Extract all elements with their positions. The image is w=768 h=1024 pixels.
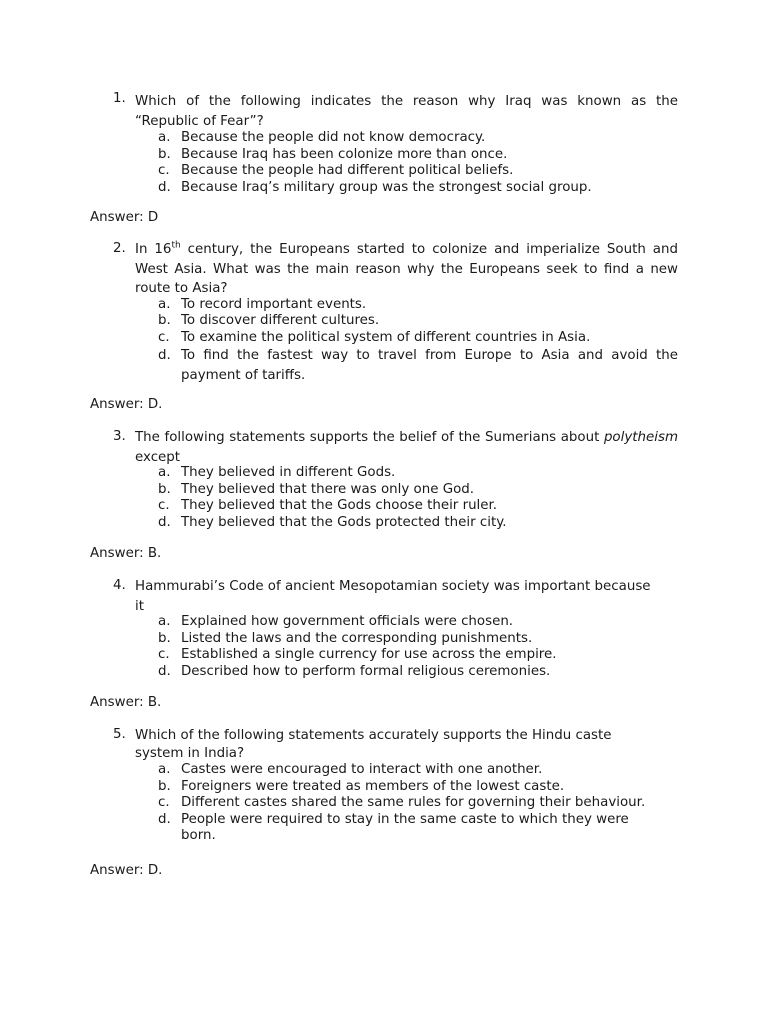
question-text-line: it bbox=[135, 598, 144, 614]
option-letter: a. bbox=[158, 296, 171, 312]
option-text-line: People were required to stay in the same caste to which they were bbox=[181, 811, 629, 827]
option-letter: b. bbox=[158, 313, 171, 329]
option-letter: a. bbox=[158, 762, 171, 777]
question-text bbox=[135, 240, 678, 299]
question-text-start: The following statements supports the belief of the Sumerians about bbox=[135, 430, 604, 445]
option-a bbox=[158, 614, 678, 631]
question-text-rest: except bbox=[135, 449, 181, 465]
answer-1: Answer: D bbox=[90, 210, 159, 225]
option-letter: b. bbox=[158, 481, 171, 497]
question-text-line: Hammurabi’s Code of ancient Mesopotamian society was important because bbox=[135, 579, 651, 594]
option-text: To find the fastest way to travel from Europe to Asia and avoid the payment of tariffs. bbox=[181, 348, 678, 384]
option-text: Different castes shared the same rules for governing their behaviour. bbox=[181, 795, 646, 811]
option-text-line: born. bbox=[181, 828, 216, 844]
option-text: Because Iraq’s military group was the strongest social group. bbox=[181, 179, 592, 195]
question-text bbox=[135, 577, 678, 616]
option-letter: a. bbox=[158, 465, 171, 480]
question-number: 5. bbox=[113, 727, 126, 742]
question-text bbox=[135, 428, 678, 467]
question-text-line: Which of the following statements accurately supports the Hindu caste bbox=[135, 728, 612, 743]
option-text: Because the people did not know democracy. bbox=[181, 130, 486, 145]
question-text-start: In 16 bbox=[135, 242, 172, 257]
option-d bbox=[158, 515, 678, 532]
option-b bbox=[158, 482, 678, 499]
option-text: Listed the laws and the corresponding punishments. bbox=[181, 630, 533, 646]
question-4 bbox=[113, 577, 678, 680]
option-text: They believed that the Gods protected their city. bbox=[181, 514, 507, 530]
question-number: 4. bbox=[113, 578, 126, 593]
option-text: They believed in different Gods. bbox=[181, 465, 396, 480]
option-letter: b. bbox=[158, 630, 171, 646]
answer-2: Answer: D. bbox=[90, 397, 163, 412]
option-text: Described how to perform formal religious ceremonies. bbox=[181, 663, 551, 679]
question-number: 3. bbox=[113, 429, 126, 444]
option-letter: d. bbox=[158, 514, 171, 530]
option-text: To examine the political system of different countries in Asia. bbox=[181, 329, 591, 345]
question-3 bbox=[113, 428, 678, 531]
option-text: Established a single currency for use across the empire. bbox=[181, 647, 557, 663]
option-text: They believed that there was only one God. bbox=[181, 481, 475, 497]
option-letter: b. bbox=[158, 146, 171, 162]
option-letter: a. bbox=[158, 130, 171, 145]
question-5 bbox=[113, 727, 678, 845]
options-list bbox=[158, 465, 678, 531]
option-letter: c. bbox=[158, 329, 170, 345]
option-c bbox=[158, 163, 678, 180]
options-list bbox=[158, 130, 678, 196]
question-emphasis: polytheism bbox=[603, 430, 678, 445]
option-letter: a. bbox=[158, 614, 171, 629]
option-text: Because Iraq has been colonize more than once. bbox=[181, 146, 508, 162]
option-c bbox=[158, 647, 678, 664]
option-letter: d. bbox=[158, 348, 171, 364]
option-a bbox=[158, 130, 678, 147]
option-b bbox=[158, 313, 678, 330]
option-c bbox=[158, 795, 678, 812]
option-letter: d. bbox=[158, 179, 171, 195]
option-text: To discover different cultures. bbox=[181, 313, 380, 329]
question-2 bbox=[113, 240, 678, 386]
options-list bbox=[158, 762, 678, 845]
option-d bbox=[158, 346, 678, 386]
option-a bbox=[158, 297, 678, 314]
option-d bbox=[158, 664, 678, 681]
option-letter: d. bbox=[158, 811, 171, 827]
option-text: They believed that the Gods choose their ruler. bbox=[181, 498, 498, 514]
question-number: 2. bbox=[113, 241, 126, 256]
option-d bbox=[158, 180, 678, 197]
option-c bbox=[158, 330, 678, 347]
option-a bbox=[158, 465, 678, 482]
option-letter: c. bbox=[158, 647, 170, 663]
option-c bbox=[158, 498, 678, 515]
option-letter: c. bbox=[158, 498, 170, 514]
option-text: Foreigners were treated as members of the lowest caste. bbox=[181, 778, 565, 794]
option-b bbox=[158, 779, 678, 796]
option-text: Because the people had different political beliefs. bbox=[181, 163, 514, 179]
question-text bbox=[135, 727, 678, 763]
option-d bbox=[158, 812, 678, 845]
options-list bbox=[158, 614, 678, 680]
question-text-rest: century, the Europeans started to colonize and imperialize South and West Asia. What was the main reason why the Europeans seek to find a new route to Asia? bbox=[135, 242, 678, 296]
option-text: To record important events. bbox=[181, 296, 367, 312]
superscript: th bbox=[171, 240, 181, 251]
option-text: Castes were encouraged to interact with one another. bbox=[181, 762, 543, 777]
option-b bbox=[158, 631, 678, 648]
question-text: Which of the following indicates the reason why Iraq was known as the “Republic of Fear”? bbox=[135, 94, 678, 129]
question-1 bbox=[113, 91, 678, 196]
options-list bbox=[158, 297, 678, 387]
option-b bbox=[158, 147, 678, 164]
question-number: 1. bbox=[113, 91, 126, 106]
answer-4: Answer: B. bbox=[90, 695, 162, 710]
option-text: Explained how government officials were chosen. bbox=[181, 614, 514, 629]
option-letter: c. bbox=[158, 795, 170, 811]
answer-5: Answer: D. bbox=[90, 863, 163, 878]
question-text-line: system in India? bbox=[135, 746, 245, 761]
option-letter: b. bbox=[158, 778, 171, 794]
option-letter: d. bbox=[158, 663, 171, 679]
option-a bbox=[158, 762, 678, 779]
answer-3: Answer: B. bbox=[90, 546, 162, 561]
option-letter: c. bbox=[158, 163, 170, 179]
